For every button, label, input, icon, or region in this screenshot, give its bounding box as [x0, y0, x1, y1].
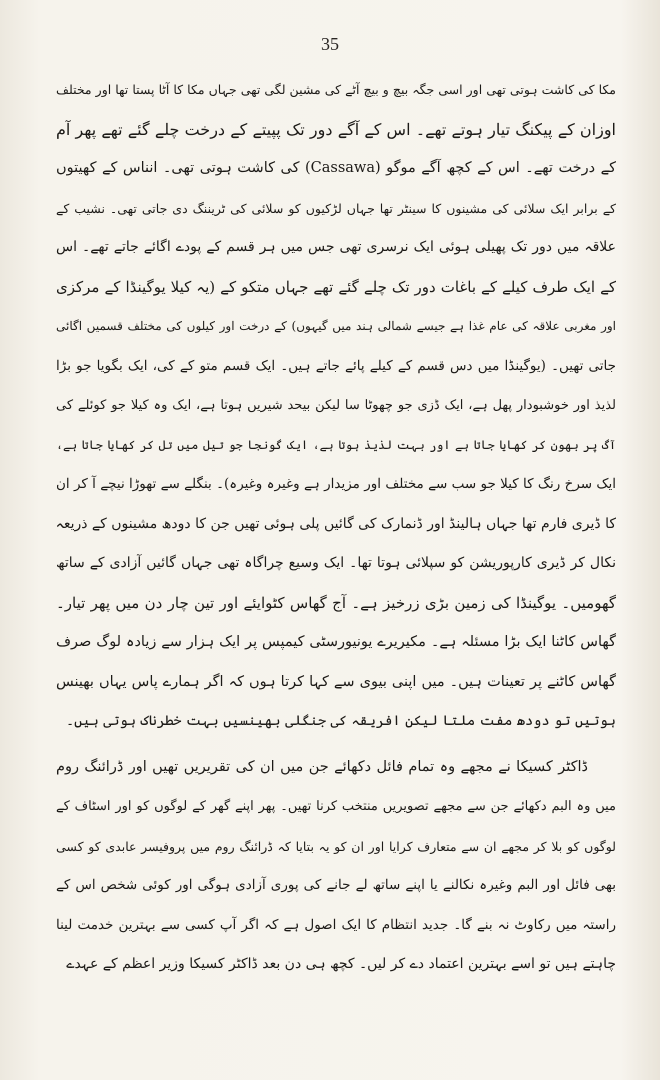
- page-body-text: [56, 70, 616, 985]
- text-line: کے درخت تھے۔ اس کے کچھ آگے موگو (Cassawa) کی کاشت ہوتی تھی۔ انناس کے کھیتوں: [56, 160, 616, 176]
- text-line: ڈاکٹر کسیکا نے مجھے وہ تمام فائل دکھائے جن میں ان کی تقریریں تھیں اور ڈرائنگ روم: [56, 758, 588, 775]
- text-line: ہوتیں تو دودھ مفت ملتا لیکن افریقہ کی جنگلی بھینسیں بہت خطرناک ہوتی ہیں۔: [65, 713, 616, 729]
- text-line: اوزان کے پیکنگ تیار ہوتے تھے۔ اس کے آگے دور تک پپیتے کے درخت چلے گئے تھے پھر آم: [56, 119, 616, 139]
- text-line: کا ڈیری فارم تھا جہاں ہالینڈ اور ڈنمارک کی گائیں پلی ہوئی تھیں جن کا دودھ مشینوں کے ذریعہ: [56, 515, 616, 532]
- text-line: کے ایک طرف کیلے کے باغات دور تک چلے گئے تھے جہاں متکو کے (یہ کیلا یوگینڈا کے مرکزی: [56, 277, 616, 296]
- text-line: لوگوں کو بلا کر مجھے ان سے متعارف کرایا اور ان کو یہ بتایا کہ ڈرائنگ روم میں پروفیسر عابدی کو کسی: [56, 838, 616, 854]
- text-line: گھاس کاٹنا ایک بڑا مسئلہ ہے۔ مکیریرے یونیورسٹی کیمپس پر ایک ہزار سے زیادہ لوگ صرف: [56, 634, 616, 650]
- text-line: نکال کر ڈیری کارپوریشن کو سپلائی ہوتا تھا۔ ایک وسیع چراگاہ تھی جہاں گائیں آزادی کے ساتھ: [56, 555, 616, 571]
- text-line: میں وہ البم دکھائے جن سے مجھے تصویریں منتخب کرنا تھیں۔ پھر اپنے گھر کے لوگوں کو اور اسٹاف کے: [56, 799, 616, 814]
- text-line: مکا کی کاشت ہوتی تھی اور اسی جگہ بیچ و بیچ آٹے کی مشین لگی تھی جہاں مکا کا آٹا پستا تھا اور مختلف: [56, 82, 616, 97]
- text-line: گھومیں۔ یوگینڈا کی زمین بڑی زرخیز ہے۔ آج گھاس کٹوایئے اور تین چار دن میں پھر تیار۔: [56, 593, 616, 612]
- text-line: راستہ میں رکاوٹ نہ بنے گا۔ جدید انتظام کا ایک اصول ہے کہ اگر آپ کسی سے بہترین خدمت لینا: [56, 916, 616, 933]
- text-line: بھی فائل اور البم وغیرہ نکالنے یا اپنے ساتھ لے جانے کی پوری آزادی ہوگی اور کوئی شخص اس کے: [56, 877, 616, 893]
- text-line: لذیذ اور خوشبودار پھل ہے، ایک ڈزی جو چھوٹا سا لیکن بیحد شیریں ہوتا ہے، ایک وہ کیلا جو کوئلے کی: [56, 398, 616, 413]
- paragraph: [56, 70, 616, 742]
- page-number: 35: [321, 34, 339, 54]
- text-line: گھاس کاٹنے پر تعینات ہیں۔ میں اپنی بیوی سے کہا کرتا ہوں کہ اگر ہمارے پاس یہاں بھینس: [56, 673, 616, 690]
- text-line: چاہتے ہیں تو اسے بہترین اعتماد دے کر لیں۔ کچھ ہی دن بعد ڈاکٹر کسیکا وزیر اعظم کے عہدے: [66, 956, 616, 972]
- text-line: کے برابر ایک سلائی کی مشینوں کا سینٹر تھا جہاں لڑکیوں کو سلائی کی ٹریننگ دی جاتی تھی۔ نشیب کے: [56, 200, 616, 216]
- text-line: اور مغربی علاقہ کی عام غذا ہے جیسے شمالی ہند میں گیہوں) کے درخت اور کیلوں کی مختلف قسمیں اگائی: [56, 319, 616, 333]
- text-line: علاقہ میں دور تک پھیلی ہوئی ایک نرسری تھی جس میں ہر قسم کے پودے اگائے جاتے تھے۔ اس: [56, 239, 616, 255]
- text-line: ایک سرخ رنگ کا کیلا جو سب سے مختلف اور مزیدار ہے وغیرہ وغیرہ)۔ بنگلے سے تھوڑا نیچے آ کر ان: [56, 476, 616, 492]
- text-line: جاتی تھیں۔ (یوگینڈا میں دس قسم کے کیلے پائے جاتے ہیں۔ ایک قسم متو کے کی، ایک بگویا جو بڑا: [56, 357, 616, 374]
- text-line: آگ پر بھون کر کھایا جاتا ہے اور بہت لذیذ ہوتا ہے، ایک گونجا جو تیل میں تل کر کھایا جاتا ہے،: [56, 437, 616, 452]
- paragraph: [56, 748, 616, 985]
